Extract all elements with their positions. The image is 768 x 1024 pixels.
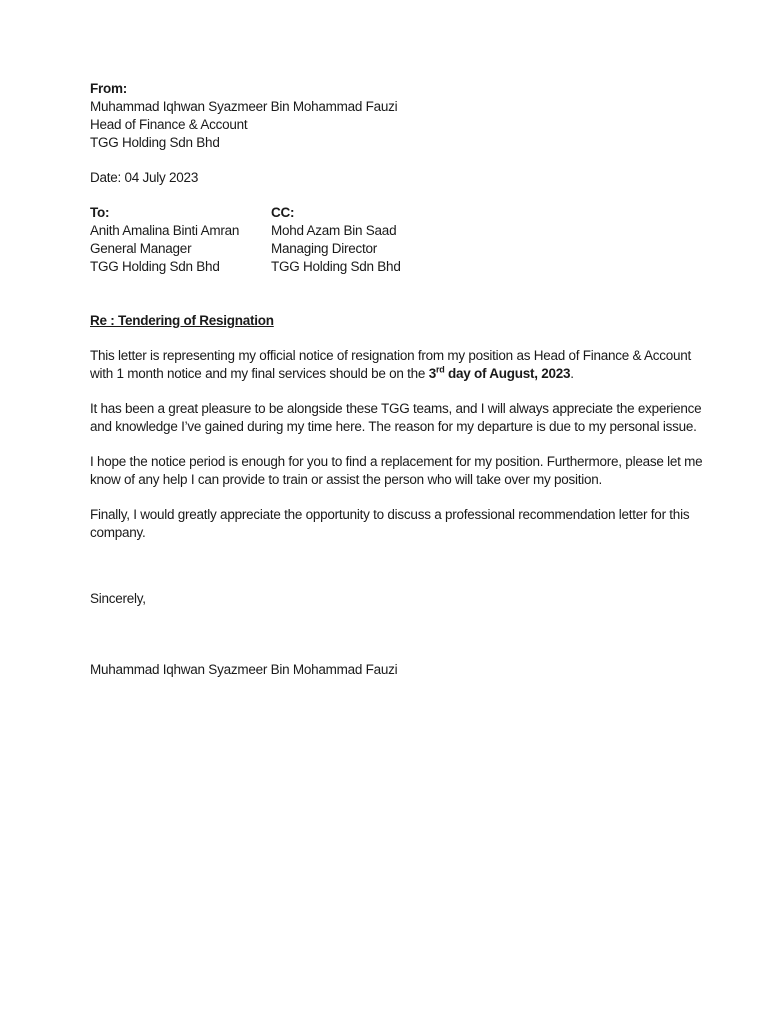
paragraph-notice-period: .: [570, 366, 574, 381]
from-name: Muhammad Iqhwan Syazmeer Bin Mohammad Fauzi: [90, 99, 398, 114]
paragraph-notice-line-1: This letter is representing my official notice of resignation from my position as Head of Finance & Account: [90, 348, 692, 363]
letter-date: Date: 04 July 2023: [90, 170, 199, 185]
paragraph-recommendation-line-1: Finally, I would greatly appreciate the opportunity to discuss a professional recommendation letter for this: [90, 507, 690, 522]
paragraph-notice: [90, 347, 690, 383]
paragraph-appreciation-line-2: and knowledge I’ve gained during my time here. The reason for my departure is due to my personal issue.: [90, 419, 697, 434]
signature-name: Muhammad Iqhwan Syazmeer Bin Mohammad Fauzi: [90, 662, 398, 677]
final-date: [429, 366, 571, 381]
cc-company: TGG Holding Sdn Bhd: [271, 259, 401, 274]
letter-subject: Re : Tendering of Resignation: [90, 313, 274, 328]
paragraph-notice-line-2: [90, 365, 690, 383]
from-block: [90, 80, 690, 152]
cc-title: Managing Director: [271, 241, 378, 256]
to-company: TGG Holding Sdn Bhd: [90, 259, 220, 274]
to-heading: To:: [90, 205, 110, 220]
paragraph-replacement-line-2: know of any help I can provide to train or assist the person who will take over my position.: [90, 472, 603, 487]
paragraph-appreciation: [90, 400, 702, 436]
paragraph-recommendation-line-2: company.: [90, 525, 146, 540]
cc-name: Mohd Azam Bin Saad: [271, 223, 397, 238]
date-block: [90, 169, 690, 187]
to-title: General Manager: [90, 241, 192, 256]
from-heading: From:: [90, 81, 127, 96]
to-name: Anith Amalina Binti Amran: [90, 223, 240, 238]
resignation-letter: [90, 80, 703, 679]
cc-heading: CC:: [271, 205, 295, 220]
paragraph-recommendation: [90, 506, 690, 542]
cc-block: [271, 204, 571, 276]
from-title: Head of Finance & Account: [90, 117, 248, 132]
recipients-block: [90, 204, 690, 276]
to-block: [90, 204, 271, 276]
paragraph-appreciation-line-1: It has been a great pleasure to be alongside these TGG teams, and I will always appreciate the experience: [90, 401, 702, 416]
closing: Sincerely,: [90, 591, 146, 606]
paragraph-notice-line-2-text: with 1 month notice and my final services should be on the: [90, 366, 429, 381]
final-date-suffix: rd: [435, 364, 445, 375]
final-date-day: 3: [428, 366, 436, 381]
paragraph-replacement: [90, 453, 703, 489]
final-date-rest: day of August, 2023: [444, 366, 571, 381]
from-company: TGG Holding Sdn Bhd: [90, 135, 220, 150]
paragraph-replacement-line-1: I hope the notice period is enough for you to find a replacement for my position. Furthermore, please let me: [90, 454, 703, 469]
